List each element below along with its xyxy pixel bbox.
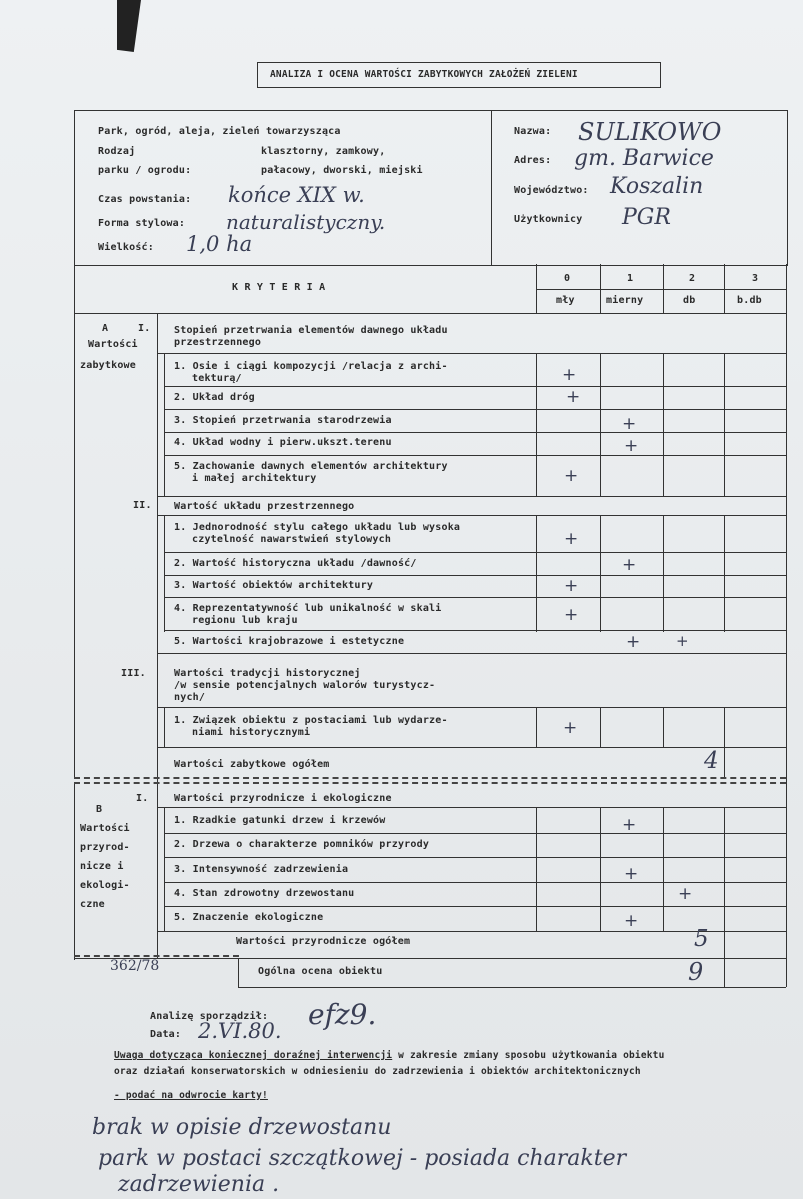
row-a2-1-mark: + (564, 529, 579, 549)
row-a1-3-line-1: 3. Stopień przetrwania starodrzewia (174, 415, 392, 426)
row-a1-1-line-2: tekturą/ (192, 373, 242, 384)
czas-value: końce XIX w. (228, 183, 365, 207)
group-a3-title-2: /w sensie potencjalnych walorów turystycz- (174, 680, 436, 691)
section-b-roman: I. (136, 793, 149, 804)
row-a1-4-line-1: 4. Układ wodny i pierw.ukszt.terenu (174, 437, 392, 448)
row-a1-3-mark: + (622, 414, 637, 434)
row-a2-2-line-1: 2. Wartość historyczna układu /dawność/ (174, 558, 417, 569)
row-a2-4-mark: + (564, 605, 579, 625)
section-b-total-label: Wartości przyrodnicze ogółem (236, 936, 411, 947)
row-a1-5-line-1: 5. Zachowanie dawnych elementów architektury (174, 461, 448, 472)
col-name-3: b.db (737, 295, 762, 306)
section-b-letter: B (96, 804, 103, 815)
nazwa-value: SULIKOWO (578, 118, 722, 146)
section-b-title: Wartości przyrodnicze i ekologiczne (174, 793, 392, 804)
row-a1-2-line-1: 2. Układ dróg (174, 392, 255, 403)
row-a1-4-mark: + (624, 436, 639, 456)
kryteria-header: K R Y T E R I A (232, 282, 326, 293)
group-a1-title-1: Stopień przetrwania elementów dawnego układu (174, 325, 448, 336)
document-title: ANALIZA I OCENA WARTOŚCI ZABYTKOWYCH ZAŁOŻEŃ ZIELENI (270, 69, 578, 80)
section-b-total-value: 5 (694, 926, 709, 952)
row-a2-5-line-1: 5. Wartości krajobrazowe i estetyczne (174, 636, 405, 647)
wielkosc-label: Wielkość: (98, 242, 154, 253)
note-line-1b: w zakresie zmiany sposobu użytkowania obiektu (392, 1050, 665, 1061)
handwritten-note-2: park w postaci szczątkowej - posiada charakter (98, 1146, 627, 1171)
col-name-1: mierny (606, 295, 644, 306)
note-line-2: oraz działań konserwatorskich w odniesieniu do zadrzewienia i obiektów architektonicznych (114, 1066, 641, 1077)
group-a3-title-3: nych/ (174, 692, 206, 703)
section-b-label-4: ekologi- (80, 880, 130, 891)
row-a2-1-line-2: czytelność nawarstwień stylowych (192, 534, 392, 545)
wielkosc-value: 1,0 ha (186, 232, 253, 256)
uzytkownicy-label: Użytkownicy (514, 214, 583, 225)
col-num-2: 2 (689, 273, 696, 284)
czas-label: Czas powstania: (98, 194, 192, 205)
section-b-label-5: czne (80, 899, 105, 910)
parku-ogrodu-label: parku / ogrodu: (98, 165, 192, 176)
col-name-2: db (683, 295, 696, 306)
uzytkownicy-value: PGR (622, 205, 671, 230)
note-line-3: - podać na odwrocie karty! (114, 1090, 268, 1101)
forma-value: naturalistyczny. (226, 210, 386, 234)
note-line-1a: Uwaga dotycząca koniecznej doraźnej interwencji (114, 1050, 393, 1061)
group-a1-title-2: przestrzennego (174, 337, 262, 348)
row-b-1-line-1: 1. Rzadkie gatunki drzew i krzewów (174, 815, 386, 826)
date-label: Data: (150, 1029, 182, 1040)
row-b-3-line-1: 3. Intensywność zadrzewienia (174, 864, 349, 875)
nazwa-label: Nazwa: (514, 126, 552, 137)
row-b-4-mark: + (678, 884, 693, 904)
overall-label: Ogólna ocena obiektu (258, 966, 383, 977)
forma-label: Forma stylowa: (98, 218, 186, 229)
col-num-0: 0 (564, 273, 571, 284)
section-a-total-value: 4 (704, 748, 719, 774)
row-a3-1-mark: + (563, 718, 578, 738)
row-b-5-line-1: 5. Znaczenie ekologiczne (174, 912, 324, 923)
row-b-5-mark: + (624, 911, 639, 931)
col-num-3: 3 (752, 273, 759, 284)
row-b-3-mark: + (624, 864, 639, 884)
group-a1-roman: I. (138, 323, 151, 334)
row-a1-5-mark: + (564, 466, 579, 486)
row-a3-1-line-2: niami historycznymi (192, 727, 311, 738)
group-a3-title-1: Wartości tradycji historycznej (174, 668, 361, 679)
section-a-letter: A (102, 323, 109, 334)
date-value: 2.VI.80. (198, 1019, 282, 1043)
row-a2-5-mark-2: + (676, 632, 689, 650)
adres-value: gm. Barwice (574, 146, 714, 171)
wojewodztwo-value: Koszalin (610, 174, 704, 199)
row-a1-2-mark: + (566, 387, 581, 407)
section-a-label-1: Wartości (88, 339, 138, 350)
handwritten-note-3: zadrzewienia . (118, 1172, 280, 1197)
section-end-separator (74, 955, 239, 957)
header-divider (491, 110, 492, 266)
adres-label: Adres: (514, 155, 552, 166)
row-a2-3-line-1: 3. Wartość obiektów architektury (174, 580, 374, 591)
note-line-1 (114, 1050, 665, 1062)
row-b-2-line-1: 2. Drzewa o charakterze pomników przyrody (174, 839, 430, 850)
types-line-2: pałacowy, dworski, miejski (261, 165, 423, 176)
archive-number: 362/78 (110, 958, 160, 974)
col-name-0: mły (556, 295, 575, 306)
row-a2-4-line-2: regionu lub kraju (192, 615, 298, 626)
park-line: Park, ogród, aleja, zieleń towarzysząca (98, 126, 341, 137)
clip-shadow (117, 0, 141, 52)
types-line-1: klasztorny, zamkowy, (261, 146, 386, 157)
row-a2-1-line-1: 1. Jednorodność stylu całego układu lub wysoka (174, 522, 461, 533)
group-a2-roman: II. (133, 500, 152, 511)
analysis-label: Analizę sporządził: (150, 1011, 269, 1022)
section-a-label-2: zabytkowe (80, 360, 136, 371)
row-a2-2-mark: + (622, 555, 637, 575)
row-a3-1-line-1: 1. Związek obiektu z postaciami lub wydarze- (174, 715, 448, 726)
row-a2-3-mark: + (564, 576, 579, 596)
group-a3-roman: III. (121, 668, 146, 679)
row-b-1-mark: + (622, 815, 637, 835)
section-b-label-2: przyrod- (80, 842, 130, 853)
row-a2-5-mark: + (626, 632, 641, 652)
row-a1-5-line-2: i małej architektury (192, 473, 317, 484)
row-a2-4-line-1: 4. Reprezentatywność lub unikalność w skali (174, 603, 442, 614)
section-b-label-1: Wartości (80, 823, 130, 834)
rodzaj-label: Rodzaj (98, 146, 136, 157)
analysis-signature: efz9. (308, 998, 377, 1031)
group-a2-title-1: Wartość układu przestrzennego (174, 501, 355, 512)
handwritten-note-1: brak w opisie drzewostanu (92, 1115, 392, 1140)
section-b-label-3: nicze i (80, 861, 124, 872)
row-b-4-line-1: 4. Stan zdrowotny drzewostanu (174, 888, 355, 899)
wojewodztwo-label: Województwo: (514, 185, 589, 196)
section-separator (74, 777, 786, 779)
col-num-1: 1 (627, 273, 634, 284)
row-a1-1-mark: + (562, 365, 577, 385)
row-a1-1-line-1: 1. Osie i ciągi kompozycji /relacja z archi- (174, 361, 448, 372)
overall-value: 9 (688, 958, 704, 986)
section-a-total-label: Wartości zabytkowe ogółem (174, 759, 330, 770)
